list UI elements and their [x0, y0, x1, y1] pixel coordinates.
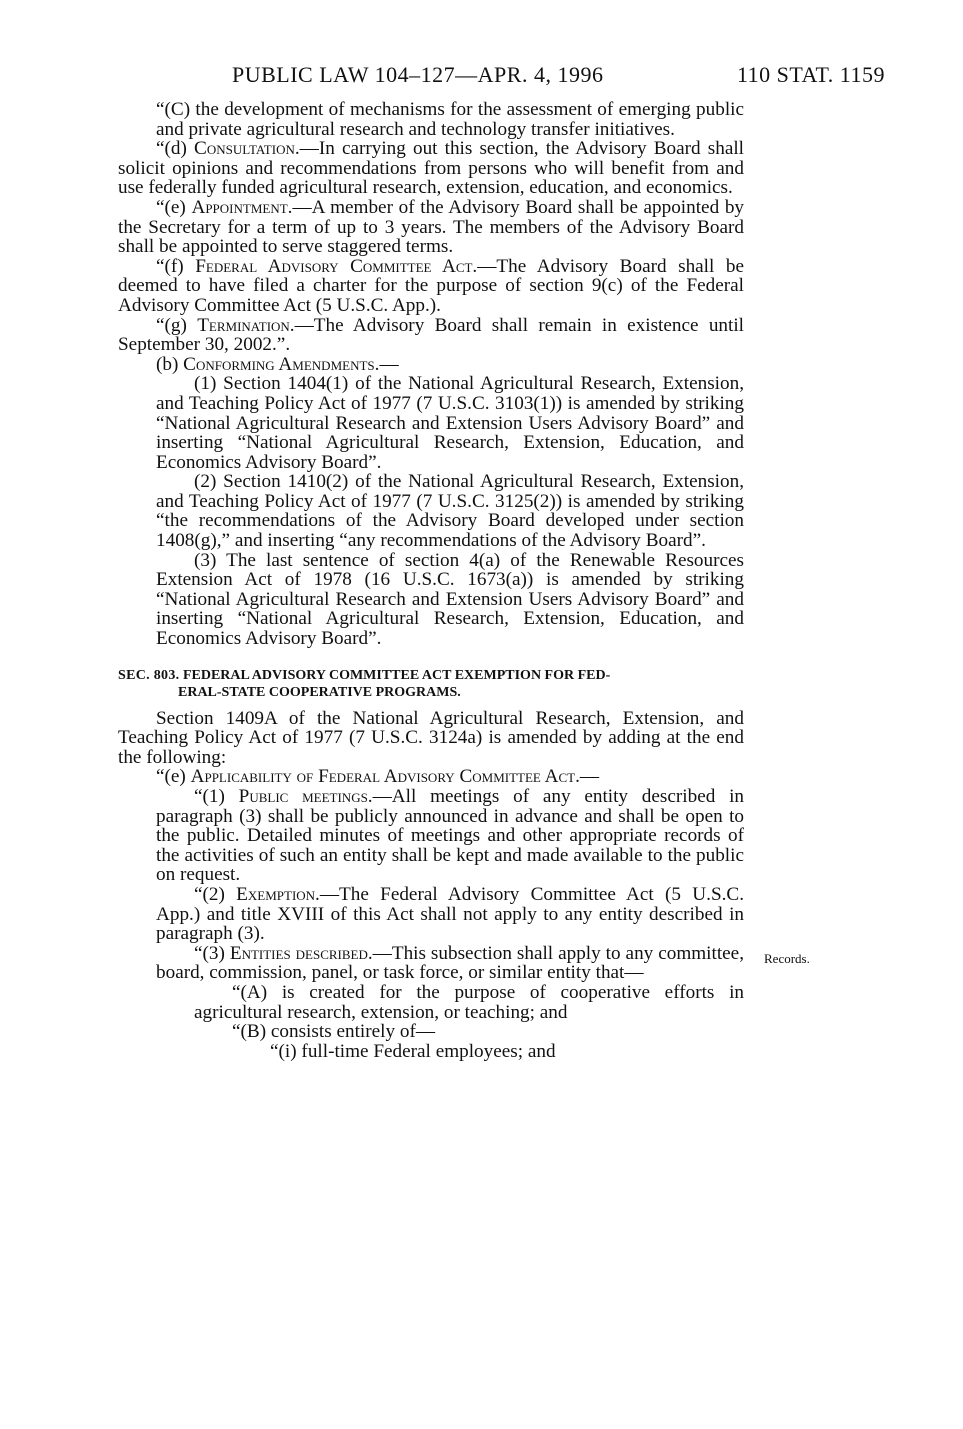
subsection-e-text: —A member of the Advisory Board shall be appointed by the Secretary for a term of up to 3 years. The members of the Advisory Board shall be appointed to serve staggered terms. — [118, 196, 745, 258]
paragraph-3-text: —This subsection shall apply to any committee, board, commission, panel, or task force, or similar entity that— — [156, 942, 744, 984]
paragraph-1-text: —All meetings of any entity described in paragraph (3) shall be publicly announced in advance and shall be open to the public. Detailed minutes of meetings and other appropriate records of the activities of such an entity shall be kept and made available to the public on request. — [156, 786, 744, 886]
paragraph-1-heading: Public meetings. — [238, 786, 373, 807]
paragraph-1-public-meetings — [118, 787, 744, 885]
running-header-page: 110 STAT. 1159 — [736, 62, 885, 87]
paragraph-3-label: “(3) — [194, 942, 230, 964]
clause-c: “(C) the development of mechanisms for the assessment of emerging public and private agricultural research and technology transfer initiatives. — [156, 99, 744, 140]
subsection-f-text: —The Advisory Board shall be deemed to have filed a charter for the purpose of section 9(c) of the Federal Advisory Committee Act (5 U.S.C. App.). — [118, 255, 744, 316]
subsection-e-heading: Appointment. — [191, 196, 293, 218]
section-intro: Section 1409A of the National Agricultural Research, Extension, and Teaching Policy Act of 1977 (7 U.S.C. 3124a) is amended by adding at the end the following: — [118, 707, 744, 768]
clause-i: “(i) full-time Federal employees; and — [270, 1040, 556, 1062]
amendment-3-text: (3) The last sentence of section 4(a) of the Renewable Resources Extension Act of 1978 (16 U.S.C. 1673(a)) is amended by striking “National Agricultural Research and Extension Users Advisory Board” and inserting “National Agricultural Research, Extension, Education, and Economics Advisory Board”. — [156, 549, 744, 650]
subsection-b-label: (b) — [156, 353, 184, 375]
section-title-line1: FEDERAL ADVISORY COMMITTEE ACT EXEMPTION FOR FED- — [182, 667, 611, 683]
subsection-b-heading: Conforming Amendments. — [183, 353, 380, 375]
paragraph-2-exemption — [118, 885, 744, 944]
applicability-label: “(e) — [156, 766, 191, 788]
section-title-line2: ERAL-STATE COOPERATIVE PROGRAMS. — [178, 684, 461, 700]
amendment-3 — [118, 551, 744, 649]
amendment-2 — [118, 472, 744, 550]
applicability-text: — — [579, 766, 600, 788]
paragraph-2-text: —The Federal Advisory Committee Act (5 U.S.C. App.) and title XVIII of this Act shall not apply to any entity described in paragraph (3). — [156, 883, 745, 945]
paragraph-3-heading: Entities described. — [229, 942, 373, 964]
paragraph-3-entities — [118, 944, 744, 983]
subsection-f-label: “(f) — [156, 255, 196, 277]
subsection-g-label: “(g) — [156, 314, 198, 336]
running-header-title: PUBLIC LAW 104–127—APR. 4, 1996 — [232, 62, 604, 87]
section-heading — [118, 667, 744, 701]
page-body — [118, 100, 744, 1061]
subsection-d-text: —In carrying out this section, the Advisory Board shall solicit opinions and recommendations from persons who will benefit from and use federally funded agricultural research, extension, education, and economics. — [118, 138, 744, 199]
margin-note-records: Records. — [764, 951, 810, 966]
subsection-d-label: “(d) — [156, 138, 195, 160]
subsection-g-text: —The Advisory Board shall remain in existence until September 30, 2002.”. — [118, 314, 744, 356]
subsection-g-heading: Termination. — [197, 314, 295, 336]
paragraph-2-label: “(2) — [194, 883, 237, 905]
subsection-e-applicability — [118, 767, 744, 787]
subsection-e — [118, 198, 744, 257]
subsection-f-heading: Federal Advisory Committee Act. — [195, 255, 478, 277]
subsection-d-heading: Consultation. — [194, 138, 300, 160]
subsection-d — [118, 139, 744, 198]
clause-b: “(B) consists entirely of— — [232, 1021, 436, 1043]
subsection-e-label: “(e) — [156, 196, 192, 218]
subsection-g — [118, 316, 744, 355]
subsection-b-conforming — [118, 355, 744, 375]
amendment-1 — [118, 374, 744, 472]
paragraph-1-label: “(1) — [194, 786, 239, 807]
clause-a: “(A) is created for the purpose of cooperative efforts in agricultural research, extension, or teaching; and — [194, 981, 744, 1023]
subsection-f — [118, 257, 744, 316]
section-number: SEC. 803. — [118, 667, 180, 683]
applicability-heading: Applicability of Federal Advisory Committee Act. — [190, 766, 580, 788]
paragraph-2-heading: Exemption. — [236, 883, 320, 905]
amendment-1-text: (1) Section 1404(1) of the National Agricultural Research, Extension, and Teaching Policy Act of 1977 (7 U.S.C. 3103(1)) is amended by striking “National Agricultural Research and Extension Users Advisory Board” and inserting “National Agricultural Research, Extension, Education, and Economics Advisory Board”. — [156, 373, 744, 473]
subsection-b-text: — — [379, 353, 399, 375]
amendment-2-text: (2) Section 1410(2) of the National Agricultural Research, Extension, and Teaching Policy Act of 1977 (7 U.S.C. 3125(2)) is amended by striking “the recommendations of the Advisory Board developed under section 1408(g),” and inserting “any recommendations of the Advisory Board”. — [156, 471, 744, 552]
